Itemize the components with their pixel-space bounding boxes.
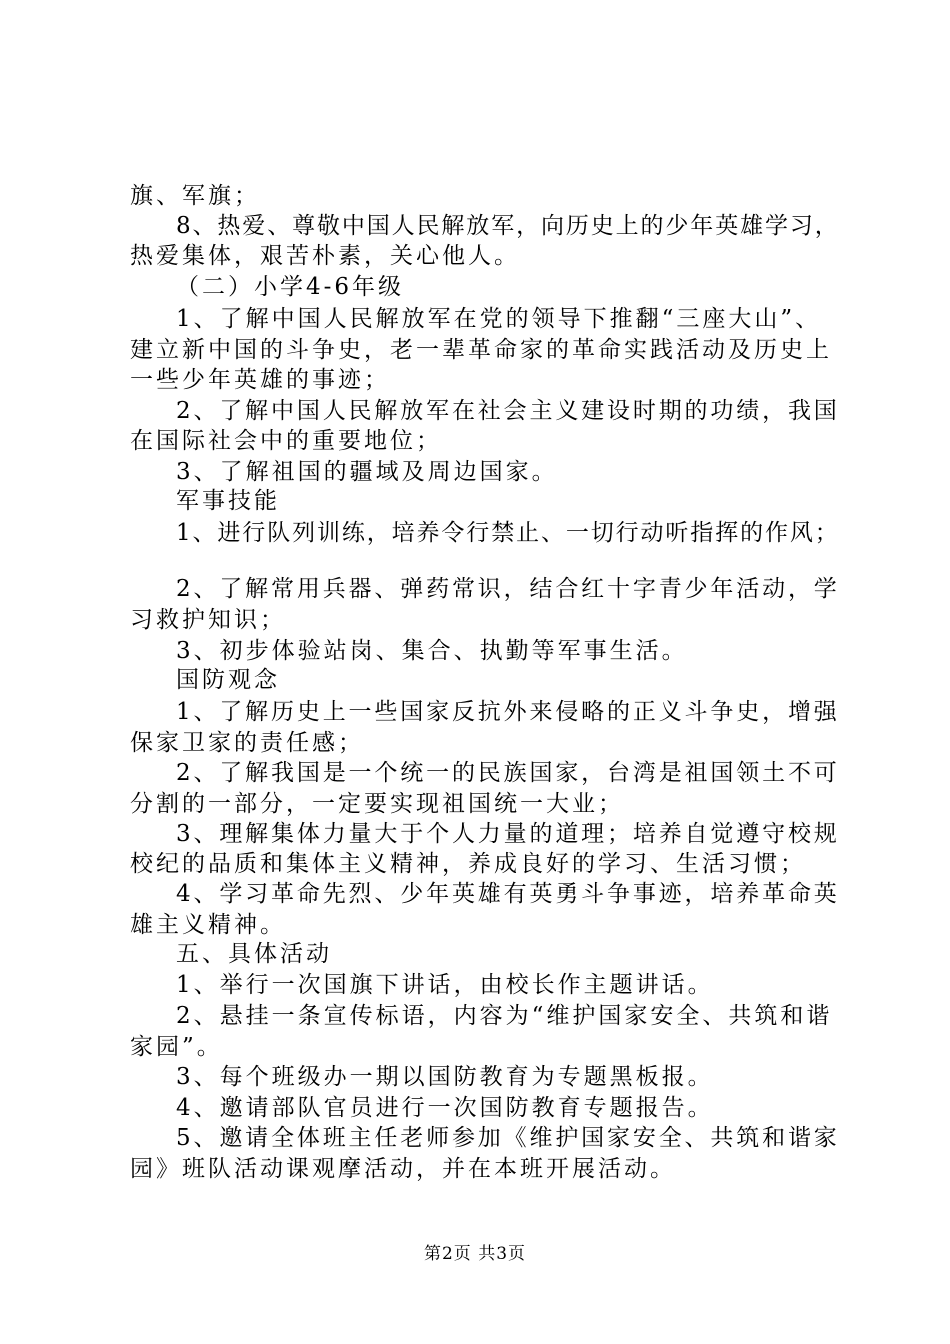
text-line: 园》班队活动课观摩活动，并在本班开展活动。 — [130, 1156, 676, 1182]
text-line: 1、举行一次国旗下讲话，由校长作主题讲话。 — [176, 972, 714, 998]
text-line: 2、了解我国是一个统一的民族国家，台湾是祖国领土不可 — [176, 760, 840, 786]
text-line: 雄主义精神。 — [130, 912, 286, 938]
text-line: 在国际社会中的重要地位； — [130, 428, 442, 454]
text-line: 3、初步体验站岗、集合、执勤等军事生活。 — [176, 638, 688, 664]
text-line: 保家卫家的责任感； — [130, 730, 364, 756]
text-line: 3、理解集体力量大于个人力量的道理；培养自觉遵守校规 — [176, 821, 840, 847]
text-line: 2、悬挂一条宣传标语，内容为“维护国家安全、共筑和谐 — [176, 1003, 833, 1029]
text-line: 4、邀请部队官员进行一次国防教育专题报告。 — [176, 1095, 714, 1121]
text-line: 分割的一部分，一定要实现祖国统一大业； — [130, 791, 624, 817]
section-heading: 五、具体活动 — [176, 941, 332, 967]
text-line: 一些少年英雄的事迹； — [130, 367, 390, 393]
text-line: 旗、军旗； — [130, 183, 260, 209]
text-line: 4、学习革命先烈、少年英雄有英勇斗争事迹，培养革命英 — [176, 881, 840, 907]
page-footer: 第2页 共3页 — [423, 1244, 527, 1264]
text-line: 2、了解常用兵器、弹药常识，结合红十字青少年活动，学 — [176, 576, 840, 602]
section-heading: 军事技能 — [176, 488, 280, 514]
text-line: 习救护知识； — [130, 607, 286, 633]
text-line: 1、了解中国人民解放军在党的领导下推翻“三座大山”、 — [176, 306, 822, 332]
text-line: 校纪的品质和集体主义精神，养成良好的学习、生活习惯； — [130, 851, 806, 877]
section-heading: 国防观念 — [176, 667, 280, 693]
text-line: 1、了解历史上一些国家反抗外来侵略的正义斗争史，增强 — [176, 699, 840, 725]
section-heading: （二）小学4-6年级 — [176, 274, 405, 300]
text-line: 5、邀请全体班主任老师参加《维护国家安全、共筑和谐家 — [176, 1125, 840, 1151]
text-line: 2、了解中国人民解放军在社会主义建设时期的功绩，我国 — [176, 398, 840, 424]
text-line: 3、每个班级办一期以国防教育为专题黑板报。 — [176, 1064, 714, 1090]
text-line: 3、了解祖国的疆域及周边国家。 — [176, 459, 558, 485]
text-line: 家园”。 — [130, 1034, 223, 1060]
text-line: 热爱集体，艰苦朴素，关心他人。 — [130, 243, 520, 269]
text-line: 建立新中国的斗争史，老一辈革命家的革命实践活动及历史上 — [130, 337, 832, 363]
text-line: 8、热爱、尊敬中国人民解放军，向历史上的少年英雄学习， — [176, 213, 840, 239]
text-line: 1、进行队列训练，培养令行禁止、一切行动听指挥的作风； — [176, 520, 840, 546]
